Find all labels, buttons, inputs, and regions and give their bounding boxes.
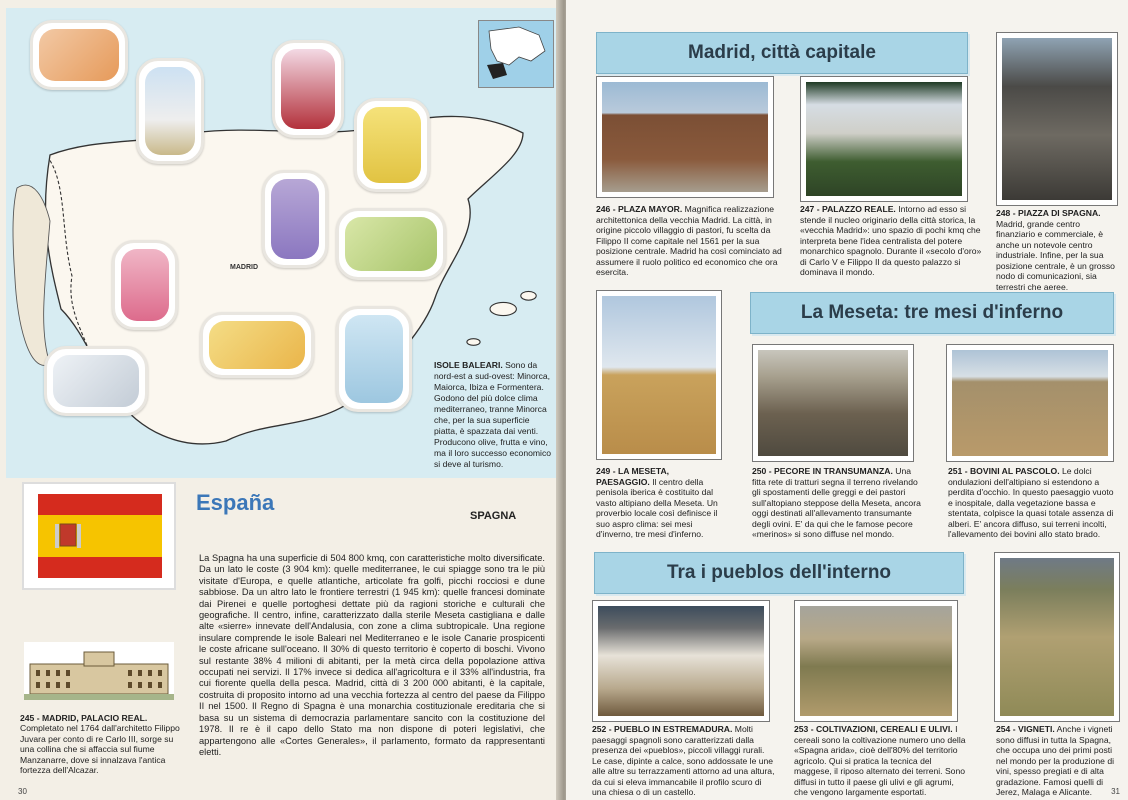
photo-coltivazioni — [794, 600, 958, 722]
banner-meseta: La Meseta: tre mesi d'inferno — [750, 292, 1114, 334]
caption-254-title: 254 - VIGNETI. — [996, 724, 1055, 734]
banner-pueblos: Tra i pueblos dell'interno — [594, 552, 964, 594]
procession-illustration — [272, 40, 344, 138]
caption-245-text: Completato nel 1764 dall'architetto Filippo Juvara per conto di re Carlo III, sorge su una collina che si affaccia sul fiume Manzanarre, dove si innalzava l'antica fortezza dell'Alcazar. — [20, 723, 180, 776]
caption-245-title: 245 - MADRID, PALACIO REAL. — [20, 713, 148, 723]
left-page — [0, 0, 562, 800]
caption-249 — [596, 466, 724, 540]
map-city-label: MADRID — [230, 264, 258, 271]
caption-246-text: Magnifica realizzazione architettonica della vecchia Madrid. La città, in origine piccolo villaggio di pastori, fu scelta da Filippo II come capitale nel 1561 per la sua posizione centrale. Madrid ha così cominciato ad assumere il ruolo politico ed economico che ora esercita. — [596, 204, 782, 277]
country-title: España — [196, 490, 275, 515]
spain-flag — [38, 494, 162, 578]
bullfight-illustration — [200, 312, 314, 378]
photo-palazzo-reale — [800, 76, 968, 202]
country-subtitle: SPAGNA — [470, 510, 517, 522]
photo-meseta-paesaggio — [596, 290, 722, 460]
caption-248-text: Madrid, grande centro finanziario e commerciale, è anche un notevole centro industriale. Infine, per la sua posizione centrale, è un grosso nodo di comunicazioni, sia terrestri che aeree. — [996, 218, 1115, 292]
horse-riders-illustration — [354, 98, 430, 192]
country-description: La Spagna ha una superficie di 504 800 kmq, con caratteristiche molto diversificate. Da un lato le coste (3 904 km): quelle mediterranee, le cui spiagge sono tra le più visitate d'Europa, e quelle atlantiche, articolate fra golfi, picchi rocciosi e dune sabbiose. Da un altro lato le frontiere terrestri (1 945 km): quelle francesi dominate dai Pirenei e quelle portoghesi dettate più da ragioni storiche e culturali che geografiche. Il centro, infine, caratterizzato dalla sterile Meseta castigliana e dalle alte «sierre» innevate dell'Andalusia, con zone a clima subtropicale. Una regione insulare comprende le isole Baleari nel Mediterraneo e le isole Canarie prospicenti le coste africane sull'oceano. Il 30% di questo territorio è coperto di boschi. Vivono sul restante 38% 4 milioni di abitanti, per la metà circa della popolazione attiva occupati nei servizi. Il 17% invece si dedica all'agricoltura e il 33% all'industria, fra cui fiorente quella della pesca. Madrid, città di 3 200 000 abitanti, è la capitale, costruita di proposito intorno ad una vecchia fortezza al centro del paese da Filippo II nel 1500. Il Regno di Spagna è una monarchia costituzionale ereditaria che si basa su un sistema di democrazia parlamentare sancito con la costituzione del 1978. Il re è il capo dello Stato ma non dispone di poteri legislativi, che appartengono alle «Cortes Generales», il parlamento, formato da rappresentanti eletti. — [199, 553, 545, 757]
spain-flag-frame — [22, 482, 176, 590]
caption-247-title: 247 - PALAZZO REALE. — [800, 204, 896, 214]
don-quixote-illustration — [262, 170, 328, 268]
caption-251-text: Le dolci ondulazioni dell'altipiano si estendono a perdita d'occhio. In questo paesaggio vuoto e inospitale, dalla vegetazione bassa e stentata, colpisce la quasi totale assenza di alberi. E' ancora diffuso, sui terreni incolti, l'allevamento dei bovini allo stato brado. — [948, 466, 1114, 539]
windmill-illustration — [136, 58, 204, 164]
caption-245 — [20, 713, 180, 775]
caption-254 — [996, 724, 1120, 798]
page-number-left: 30 — [18, 787, 27, 796]
caption-250-title: 250 - PECORE IN TRANSUMANZA. — [752, 466, 893, 476]
cart-illustration — [30, 20, 128, 90]
photo-piazza-di-spagna — [996, 32, 1118, 206]
caption-248 — [996, 208, 1120, 292]
caption-248-title: 248 - PIAZZA DI SPAGNA. — [996, 208, 1101, 218]
rock-illustration — [336, 306, 412, 412]
baleari-body: Sono da nord-est a sud-ovest: Minorca, Maiorca, Ibiza e Formentera. Godono del più dolce clima mediterraneo, tranne Minorca che, per la sua superficie piatta, è spazzata dai venti. Producono olive, frutta e vino, ma il loro successo economico si deve al turismo. — [434, 360, 552, 469]
flamenco-illustration — [44, 346, 148, 416]
caption-249-text: Il centro della penisola iberica è costituito dal vasto altipiano della Meseta. Un proverbio locale così definisce il suo aspro clima: sei mesi d'inverno, tre mesi d'inferno. — [596, 476, 718, 539]
photo-pecore-transumanza — [752, 344, 914, 462]
caption-249-title: 249 - LA MESETA, PAESAGGIO. — [596, 466, 670, 487]
caption-253-text: I cereali sono la coltivazione numero uno della «Spagna arida», cioè dell'80% del territorio agricolo. Qui si pratica la tecnica del maggese, il riposo alternato dei terreni. Sono diffusi in tutto il paese gli ulivi e gli agrumi, che vengono largamente esportati. — [794, 724, 966, 797]
caption-253 — [794, 724, 970, 798]
photo-plaza-mayor — [596, 76, 774, 198]
caption-252-text: Molti paesaggi spagnoli sono caratterizzati dalla presenza dei «pueblos», piccoli villaggi rurali. Le case, dipinte a calce, sono addossate le une alle altre su terrazzamenti attorno ad una altura, da cui si eleva immancabile il profilo scuro di una chiesa o di un castello. — [592, 724, 775, 797]
photo-bovini-pascolo — [946, 344, 1114, 462]
caption-254-text: Anche i vigneti sono diffusi in tutta la Spagna, che occupa uno dei primi posti nel mondo per la produzione di vini, spesso pregiati e di alta gradazione. Famosi quelli di Jerez, Malaga e Alicante. — [996, 724, 1115, 797]
europe-inset-map — [478, 20, 554, 88]
caption-250-text: Una fitta rete di tratturi segna il terreno rivelando gli spostamenti delle greggi e dei pastori sull'altopiano steppose della Meseta, ancora oggi destinati all'allevamento transumante degli ovini. E' da qui che le famose pecore «merinos» si sono diffuse nel mondo. — [752, 466, 921, 539]
caption-253-title: 253 - COLTIVAZIONI, CEREALI E ULIVI. — [794, 724, 953, 734]
photo-pueblo-estremadura — [592, 600, 770, 722]
caption-250 — [752, 466, 922, 540]
caption-246-title: 246 - PLAZA MAYOR. — [596, 204, 683, 214]
dancers-illustration — [336, 208, 446, 280]
banner-madrid: Madrid, città capitale — [596, 32, 968, 74]
guitar-players-illustration — [112, 240, 178, 330]
page-number-right: 31 — [1111, 787, 1120, 796]
caption-251 — [948, 466, 1118, 540]
caption-246 — [596, 204, 792, 278]
caption-247 — [800, 204, 986, 278]
caption-251-title: 251 - BOVINI AL PASCOLO. — [948, 466, 1060, 476]
right-page — [566, 0, 1128, 800]
baleari-title: ISOLE BALEARI. — [434, 360, 503, 370]
caption-247-text: Intorno ad esso si stende il nucleo originario della città storica, la «vecchia Madrid»: uno spazio di pochi kmq che interpreta bene l'idea centralista del potere monarchico spagnolo. Durante il «secolo d'oro» di Carlo V e Filippo II da questo palazzo si dominava il mondo. — [800, 204, 982, 277]
caption-252 — [592, 724, 776, 798]
photo-vigneti — [994, 552, 1120, 722]
palacio-real-illustration — [24, 642, 174, 700]
baleari-text — [434, 360, 552, 470]
caption-252-title: 252 - PUEBLO IN ESTREMADURA. — [592, 724, 733, 734]
